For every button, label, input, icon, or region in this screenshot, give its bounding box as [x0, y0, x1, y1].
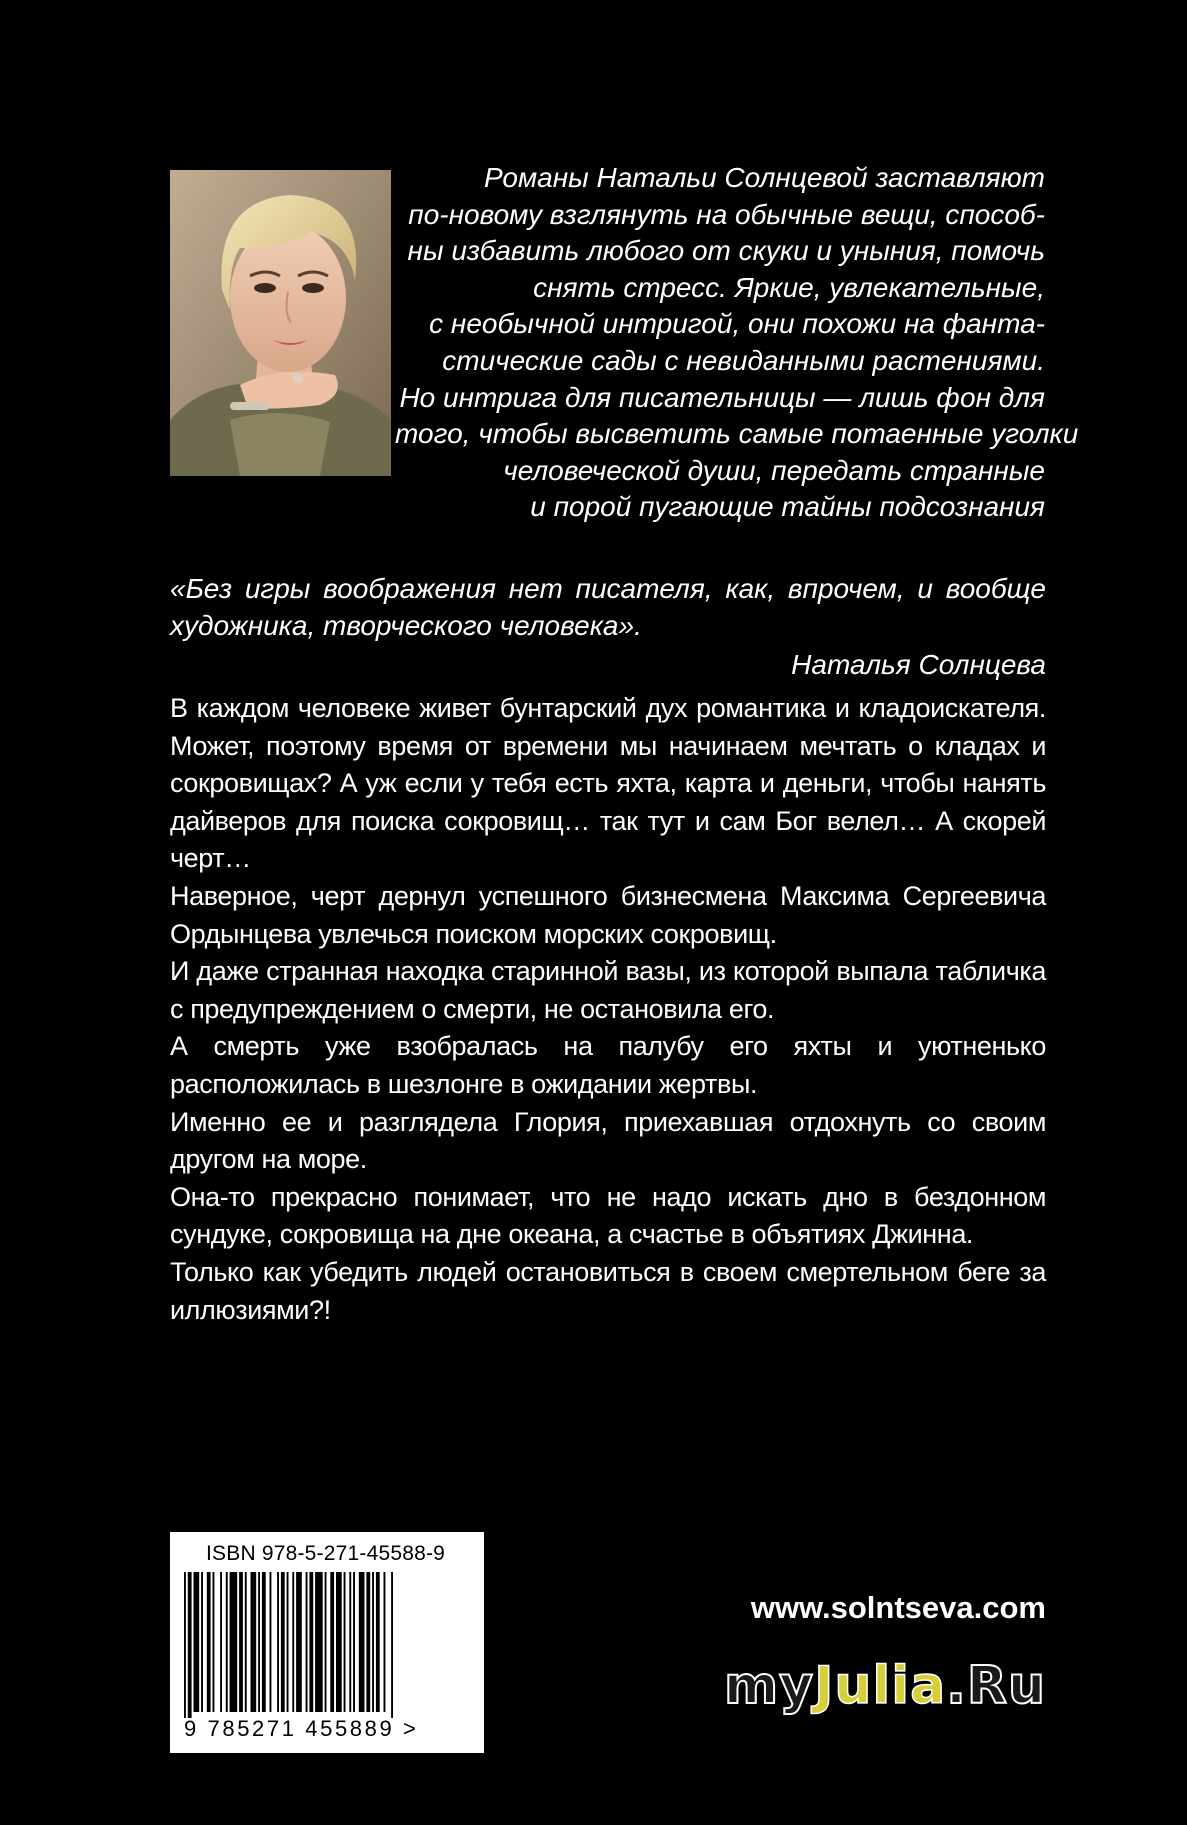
website-url[interactable]: www.solntseva.com: [750, 1590, 1046, 1625]
author-portrait: [170, 170, 391, 476]
blurb-paragraph: Только как убедить людей остановиться в своем смертельном беге за иллюзиями?!: [170, 1256, 1046, 1325]
brand-part-julia: Julia: [814, 1656, 947, 1716]
barcode-bar: [306, 1572, 308, 1712]
barcode-bar: [391, 1572, 393, 1718]
barcode-bar: [292, 1572, 294, 1712]
barcode-bar: [258, 1572, 260, 1712]
intro-line: с необычной интригой, они похожи на фанта-: [429, 308, 1045, 340]
intro-line: и порой пугающие тайны подсознания: [530, 491, 1045, 523]
barcode-bar: [239, 1572, 243, 1712]
barcode-bar: [251, 1572, 257, 1712]
barcode-bar: [220, 1572, 222, 1712]
barcode-bar: [277, 1572, 279, 1712]
barcode-bar: [384, 1572, 386, 1712]
barcode-bar: [309, 1572, 313, 1712]
barcode-bar: [245, 1572, 247, 1712]
author-quote: «Без игры воображения нет писателя, как, впрочем, и вообще художника, творческого человека».: [170, 573, 1046, 641]
barcode-bar: [296, 1572, 302, 1712]
barcode-bar: [372, 1572, 374, 1712]
quote-author: Наталья Солнцева: [791, 649, 1046, 680]
intro-line: Но интрига для писательницы — лишь фон для: [399, 381, 1045, 413]
barcode-bar: [188, 1572, 192, 1718]
barcode-bar: [230, 1572, 238, 1712]
blurb-paragraph: Наверное, черт дернул успешного бизнесмена Максима Сергеевича Ордынцева увлечься поиском морских сокровищ.: [170, 880, 1046, 949]
blurb-paragraph: И даже странная находка старинной вазы, из которой выпала табличка с предупреждением о смерти, не остановила его.: [170, 956, 1046, 1024]
barcode-bar: [262, 1572, 266, 1712]
barcode-bar: [344, 1572, 346, 1712]
intro-line: того, чтобы высветить самые потаенные уголки: [395, 418, 1079, 450]
barcode-icon: [184, 1572, 474, 1718]
brand-part-my: my: [723, 1656, 815, 1716]
barcode-bar: [194, 1572, 200, 1712]
intro-line: по-новому взглянуть на обычные вещи, способ-: [408, 198, 1045, 230]
barcode-bar: [281, 1572, 285, 1712]
intro-line: стические сады с невиданными растениями.: [442, 344, 1045, 376]
barcode-bar: [226, 1572, 228, 1712]
blurb-paragraph: Именно ее и разглядела Глория, приехавшая отдохнуть со своим другом на море.: [170, 1106, 1046, 1175]
barcode-bar: [330, 1572, 334, 1712]
barcode-digits: 9 785271 455889 >: [184, 1716, 419, 1741]
brand-part-ru: .Ru: [946, 1656, 1046, 1716]
intro-line: Романы Натальи Солнцевой заставляют: [484, 162, 1045, 193]
isbn-barcode: [170, 1532, 484, 1753]
book-blurb: [170, 690, 1046, 1329]
barcode-bar: [349, 1572, 351, 1712]
barcode-bar: [287, 1572, 289, 1712]
barcode-bar: [315, 1572, 323, 1712]
publisher-logo: [716, 1650, 1046, 1722]
barcode-bar: [270, 1572, 272, 1712]
barcode-bar: [376, 1572, 380, 1712]
barcode-bar: [207, 1572, 211, 1712]
barcode-bar: [353, 1572, 355, 1712]
barcode-bar: [325, 1572, 327, 1712]
blurb-paragraph: В каждом человеке живет бунтарский дух романтика и кладоискателя. Может, поэтому время от времени мы начинаем мечтать о кладах и сокровищах? А уж если у тебя есть яхта, карта и деньги, чтобы нанять дайверов для поиска сокровищ… так тут и сам Бог велел… А скорей черт…: [170, 693, 1046, 874]
author-portrait-illustration: [170, 170, 391, 476]
blurb-paragraph: Она-то прекрасно понимает, что не надо искать дно в бездонном сундуке, сокровища на дне океана, а счастье в объятиях Джинна.: [170, 1181, 1046, 1250]
barcode-bar: [213, 1572, 215, 1712]
barcode-bar: [366, 1572, 370, 1712]
intro-line: человеческой души, передать странные: [503, 454, 1045, 486]
barcode-bar: [184, 1572, 186, 1718]
author-intro: [395, 160, 1079, 526]
barcode-bar: [336, 1572, 342, 1712]
barcode-bar: [201, 1572, 203, 1712]
blurb-paragraph: А смерть уже взобралась на палубу его яхты и уютненько расположилась в шезлонге в ожидании жертвы.: [170, 1031, 1046, 1099]
intro-line: снять стресс. Яркие, увлекательные,: [533, 271, 1045, 303]
isbn-number: ISBN 978-5-271-45588-9: [206, 1542, 446, 1565]
intro-line: ны избавить любого от скуки и уныния, помочь: [407, 235, 1045, 267]
barcode-bar: [359, 1572, 365, 1712]
